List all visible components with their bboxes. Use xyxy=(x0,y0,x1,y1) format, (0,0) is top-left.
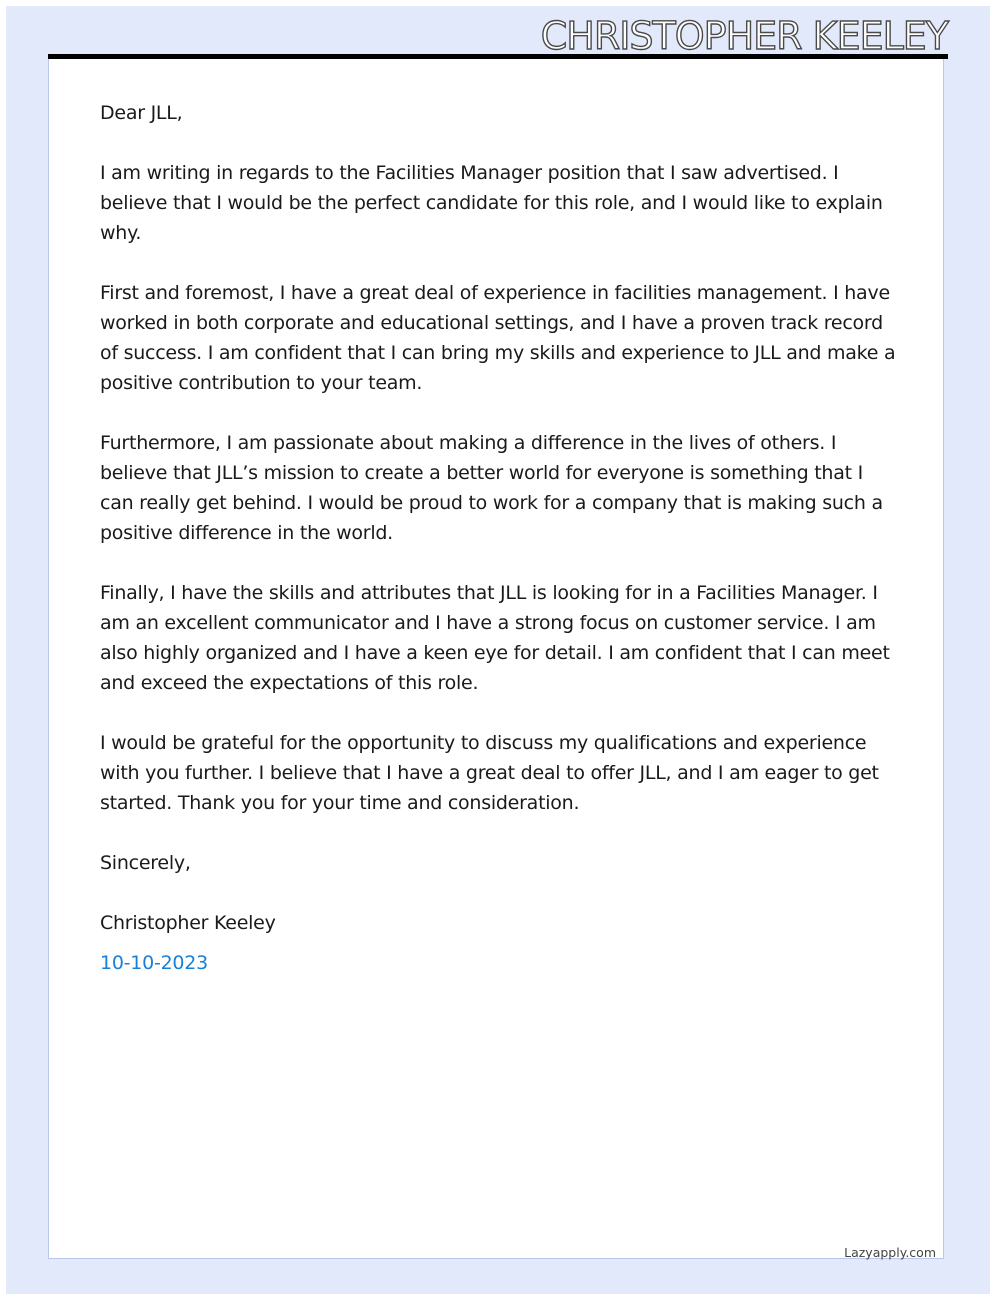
applicant-name-header: CHRISTOPHER KEELEY xyxy=(540,14,948,58)
watermark-text: Lazyapply.com xyxy=(844,1245,936,1260)
closing: Sincerely, xyxy=(100,852,191,874)
paragraph-intro: I am writing in regards to the Facilities Manager position that I saw advertised. I believe that I would be the perfect candidate for this role, and I would like to explain why. xyxy=(100,162,883,244)
paragraph-passion: Furthermore, I am passionate about making a difference in the lives of others. I believe that JLL’s mission to create a better world for everyone is something that I can really get behind. I would be proud to work for a company that is making such a positive difference in the world. xyxy=(100,432,883,544)
salutation: Dear JLL, xyxy=(100,102,183,124)
letter-date: 10-10-2023 xyxy=(100,952,208,974)
signature-name: Christopher Keeley xyxy=(100,912,276,934)
cover-letter-body xyxy=(100,98,900,978)
paragraph-experience: First and foremost, I have a great deal of experience in facilities management. I have worked in both corporate and educational settings, and I have a proven track record of success. I am confident that I can bring my skills and experience to JLL and make a positive contribution to your team. xyxy=(100,282,896,394)
paragraph-skills: Finally, I have the skills and attributes that JLL is looking for in a Facilities Manager. I am an excellent communicator and I have a strong focus on customer service. I am also highly organized and I have a keen eye for detail. I am confident that I can meet and exceed the expectations of this role. xyxy=(100,582,890,694)
paragraph-conclusion: I would be grateful for the opportunity to discuss my qualifications and experience with you further. I believe that I have a great deal to offer JLL, and I am eager to get started. Thank you for your time and consideration. xyxy=(100,732,879,814)
